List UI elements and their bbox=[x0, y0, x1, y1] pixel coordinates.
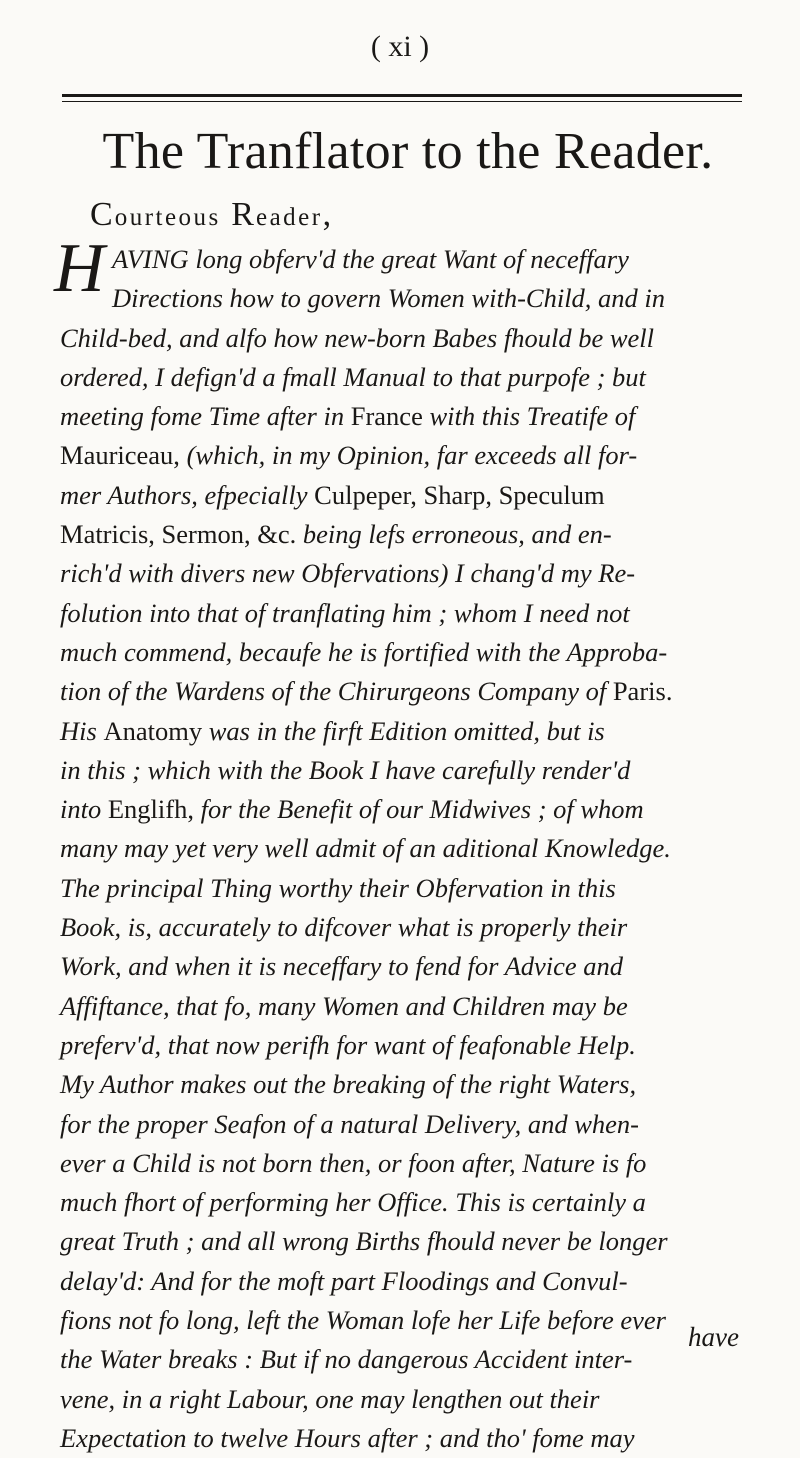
italic-text: fions not fo long, left the Woman lofe her Life before ever bbox=[60, 1305, 666, 1336]
roman-text: France bbox=[350, 401, 423, 432]
italic-text: much commend, becaufe he is fortified with the Approba- bbox=[60, 636, 668, 667]
italic-text: great Truth ; and all wrong Births fhould never be longer bbox=[60, 1226, 668, 1257]
text-line bbox=[60, 1222, 760, 1261]
text-line bbox=[60, 1026, 760, 1065]
text-line bbox=[60, 358, 760, 397]
text-line bbox=[60, 1065, 760, 1104]
italic-text: folution into that of tranflating him ; whom I need not bbox=[60, 597, 630, 628]
header-rule-thin bbox=[62, 101, 742, 102]
text-line bbox=[60, 869, 760, 908]
italic-text: preferv'd, that now perifh for want of feafonable Help. bbox=[60, 1029, 636, 1060]
text-line bbox=[60, 1144, 760, 1183]
drop-cap: H bbox=[54, 230, 105, 307]
text-line bbox=[60, 1105, 760, 1144]
text-line bbox=[60, 594, 760, 633]
italic-text: was in the firft Edition omitted, but is bbox=[202, 715, 605, 746]
text-line bbox=[60, 1419, 760, 1458]
header-rule bbox=[62, 94, 742, 97]
salutation-punct: , bbox=[322, 196, 334, 233]
roman-text: Paris. bbox=[612, 676, 673, 707]
text-line bbox=[60, 240, 760, 279]
text-line bbox=[60, 1183, 760, 1222]
text-line bbox=[60, 1301, 760, 1340]
italic-text: in this ; which with the Book I have carefully render'd bbox=[60, 754, 631, 785]
italic-text: meeting fome Time after in bbox=[60, 401, 351, 432]
text-line bbox=[60, 436, 760, 475]
text-line bbox=[60, 987, 760, 1026]
italic-text: with this Treatife of bbox=[422, 401, 636, 432]
italic-text: into bbox=[60, 794, 108, 825]
text-line bbox=[60, 554, 760, 593]
roman-text: Anatomy bbox=[103, 715, 203, 746]
italic-text: Work, and when it is neceffary to fend for Advice and bbox=[60, 951, 624, 982]
text-line bbox=[60, 1262, 760, 1301]
italic-text: ordered, I defign'd a fmall Manual to that purpofe ; but bbox=[60, 361, 646, 392]
catchword: have bbox=[688, 1322, 739, 1352]
italic-text: much fhort of performing her Office. This is certainly a bbox=[60, 1187, 646, 1218]
roman-text: Culpeper, Sharp, Speculum bbox=[314, 479, 605, 510]
italic-text: Child-bed, and alfo how new-born Babes fhould be well bbox=[60, 322, 654, 353]
italic-text: (which, in my Opinion, far exceeds all for- bbox=[179, 440, 638, 471]
italic-text: being lefs erroneous, and en- bbox=[296, 519, 612, 550]
italic-text: vene, in a right Labour, one may lengthen out their bbox=[60, 1383, 600, 1414]
italic-text: tion of the Wardens of the Chirurgeons Company of bbox=[60, 676, 613, 707]
salutation bbox=[90, 196, 333, 234]
italic-text: My Author makes out the breaking of the right Waters, bbox=[60, 1069, 637, 1100]
text-line bbox=[60, 1380, 760, 1419]
salutation-word: ourteous bbox=[114, 204, 221, 231]
text-line bbox=[60, 712, 760, 751]
italic-text: for the Benefit of our Midwives ; of whom bbox=[193, 794, 644, 825]
roman-text: Mauriceau, bbox=[60, 440, 180, 471]
salutation-initial: C bbox=[90, 196, 115, 233]
italic-text: the Water breaks : But if no dangerous Accident inter- bbox=[60, 1344, 633, 1375]
body-text bbox=[60, 240, 760, 1458]
roman-text: Englifh, bbox=[107, 794, 194, 825]
page-number: ( xi ) bbox=[370, 30, 430, 63]
salutation-initial-2: R bbox=[231, 196, 256, 233]
roman-text: Matricis, Sermon, &c. bbox=[60, 519, 297, 550]
text-line bbox=[60, 397, 760, 436]
page-title: The Tranflator to the Reader. bbox=[102, 123, 714, 180]
italic-text: Book, is, accurately to difcover what is properly their bbox=[60, 912, 628, 943]
text-line bbox=[60, 829, 760, 868]
text-line bbox=[60, 908, 760, 947]
italic-text: mer Authors, efpecially bbox=[60, 479, 315, 510]
text-line bbox=[60, 1340, 760, 1379]
text-line bbox=[60, 947, 760, 986]
italic-text: Affiftance, that fo, many Women and Children may be bbox=[60, 990, 628, 1021]
text-line bbox=[60, 476, 760, 515]
text-line bbox=[60, 515, 760, 554]
italic-text: delay'd: And for the moft part Floodings and Convul- bbox=[60, 1265, 628, 1296]
text-line bbox=[60, 790, 760, 829]
text-line bbox=[60, 751, 760, 790]
salutation-word-2: eader bbox=[255, 204, 323, 231]
italic-text: The principal Thing worthy their Obfervation in this bbox=[60, 872, 616, 903]
italic-text: His bbox=[60, 715, 104, 746]
text-line bbox=[60, 672, 760, 711]
italic-text: ever a Child is not born then, or foon after, Nature is fo bbox=[60, 1147, 647, 1178]
text-line bbox=[60, 633, 760, 672]
italic-text: Directions how to govern Women with-Child, and in bbox=[112, 283, 666, 314]
italic-text: rich'd with divers new Obfervations) I chang'd my Re- bbox=[60, 558, 636, 589]
text-line bbox=[60, 279, 760, 318]
italic-text: for the proper Seafon of a natural Delivery, and when- bbox=[60, 1108, 640, 1139]
italic-text: Expectation to twelve Hours after ; and tho' fome may bbox=[60, 1422, 635, 1453]
italic-text: AVING long obferv'd the great Want of neceffary bbox=[112, 244, 629, 274]
text-line bbox=[60, 319, 760, 358]
italic-text: many may yet very well admit of an aditional Knowledge. bbox=[60, 833, 671, 864]
